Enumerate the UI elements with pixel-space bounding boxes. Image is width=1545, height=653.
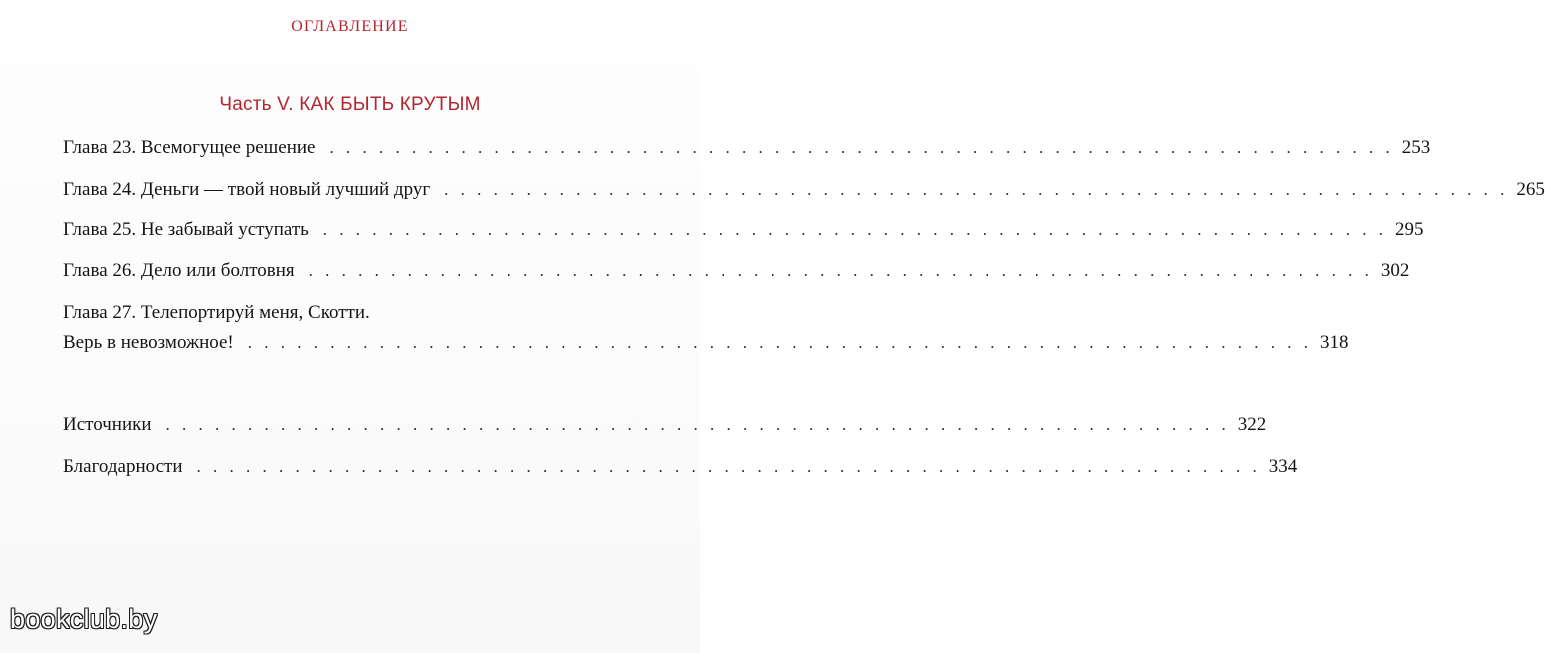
- part-title: Часть V. КАК БЫТЬ КРУТЫМ: [219, 94, 481, 115]
- toc-entry-title: Верь в невозможное!: [63, 332, 234, 353]
- dot-leader: . . . . . . . . . . . . . . . . . . . . . . . . . . . . . . . . . . . . . . . . . . . . . . . . . . . . . . . . . . . . . . . . .: [322, 220, 1388, 239]
- toc-entry-title: Глава 23. Всемогущее решение: [63, 137, 316, 158]
- toc-entry-title: Глава 25. Не забывай уступать: [63, 219, 309, 240]
- dot-leader: . . . . . . . . . . . . . . . . . . . . . . . . . . . . . . . . . . . . . . . . . . . . . . . . . . . . . . . . . . . . . . . . .: [247, 333, 1313, 352]
- toc-entry-chapter-27-line1[interactable]: Глава 27. Телепортируй меня, Скотти.: [63, 302, 370, 323]
- toc-entry-chapter-24[interactable]: [63, 179, 1545, 201]
- toc-entry-chapter-27[interactable]: [63, 332, 1349, 354]
- toc-entry-title: Благодарности: [63, 456, 183, 477]
- dot-leader: . . . . . . . . . . . . . . . . . . . . . . . . . . . . . . . . . . . . . . . . . . . . . . . . . . . . . . . . . . . . . . . . .: [308, 261, 1373, 280]
- toc-page-number: 318: [1320, 332, 1349, 353]
- running-head: ОГЛАВЛЕНИЕ: [291, 18, 409, 35]
- toc-entry-title: Глава 24. Деньги — твой новый лучший друг: [63, 179, 431, 200]
- toc-entry-chapter-23[interactable]: [63, 137, 1431, 159]
- toc-entry-title: Источники: [63, 414, 152, 435]
- dot-leader: . . . . . . . . . . . . . . . . . . . . . . . . . . . . . . . . . . . . . . . . . . . . . . . . . . . . . . . . . . . . . . . . .: [329, 138, 1394, 157]
- toc-page-number: 265: [1516, 179, 1545, 200]
- toc-page-number: 302: [1380, 260, 1410, 281]
- toc-page-number: 322: [1237, 414, 1267, 435]
- watermark-bookclub: bookclub.by: [10, 604, 158, 634]
- toc-entry-chapter-25[interactable]: [63, 219, 1424, 241]
- dot-leader: . . . . . . . . . . . . . . . . . . . . . . . . . . . . . . . . . . . . . . . . . . . . . . . . . . . . . . . . . . . . . . . . .: [165, 415, 1230, 434]
- dot-leader: . . . . . . . . . . . . . . . . . . . . . . . . . . . . . . . . . . . . . . . . . . . . . . . . . . . . . . . . . . . . . . . . .: [444, 180, 1509, 199]
- dot-leader: . . . . . . . . . . . . . . . . . . . . . . . . . . . . . . . . . . . . . . . . . . . . . . . . . . . . . . . . . . . . . . . . .: [196, 457, 1261, 476]
- toc-page-number: 334: [1268, 456, 1298, 477]
- toc-entry-sources[interactable]: [63, 414, 1267, 436]
- toc-entry-title: Глава 26. Дело или болтовня: [63, 260, 295, 281]
- toc-entry-acknowledgements[interactable]: [63, 456, 1298, 478]
- toc-entry-chapter-26[interactable]: [63, 260, 1410, 282]
- toc-page-number: 253: [1401, 137, 1431, 158]
- toc-page-number: 295: [1395, 219, 1424, 240]
